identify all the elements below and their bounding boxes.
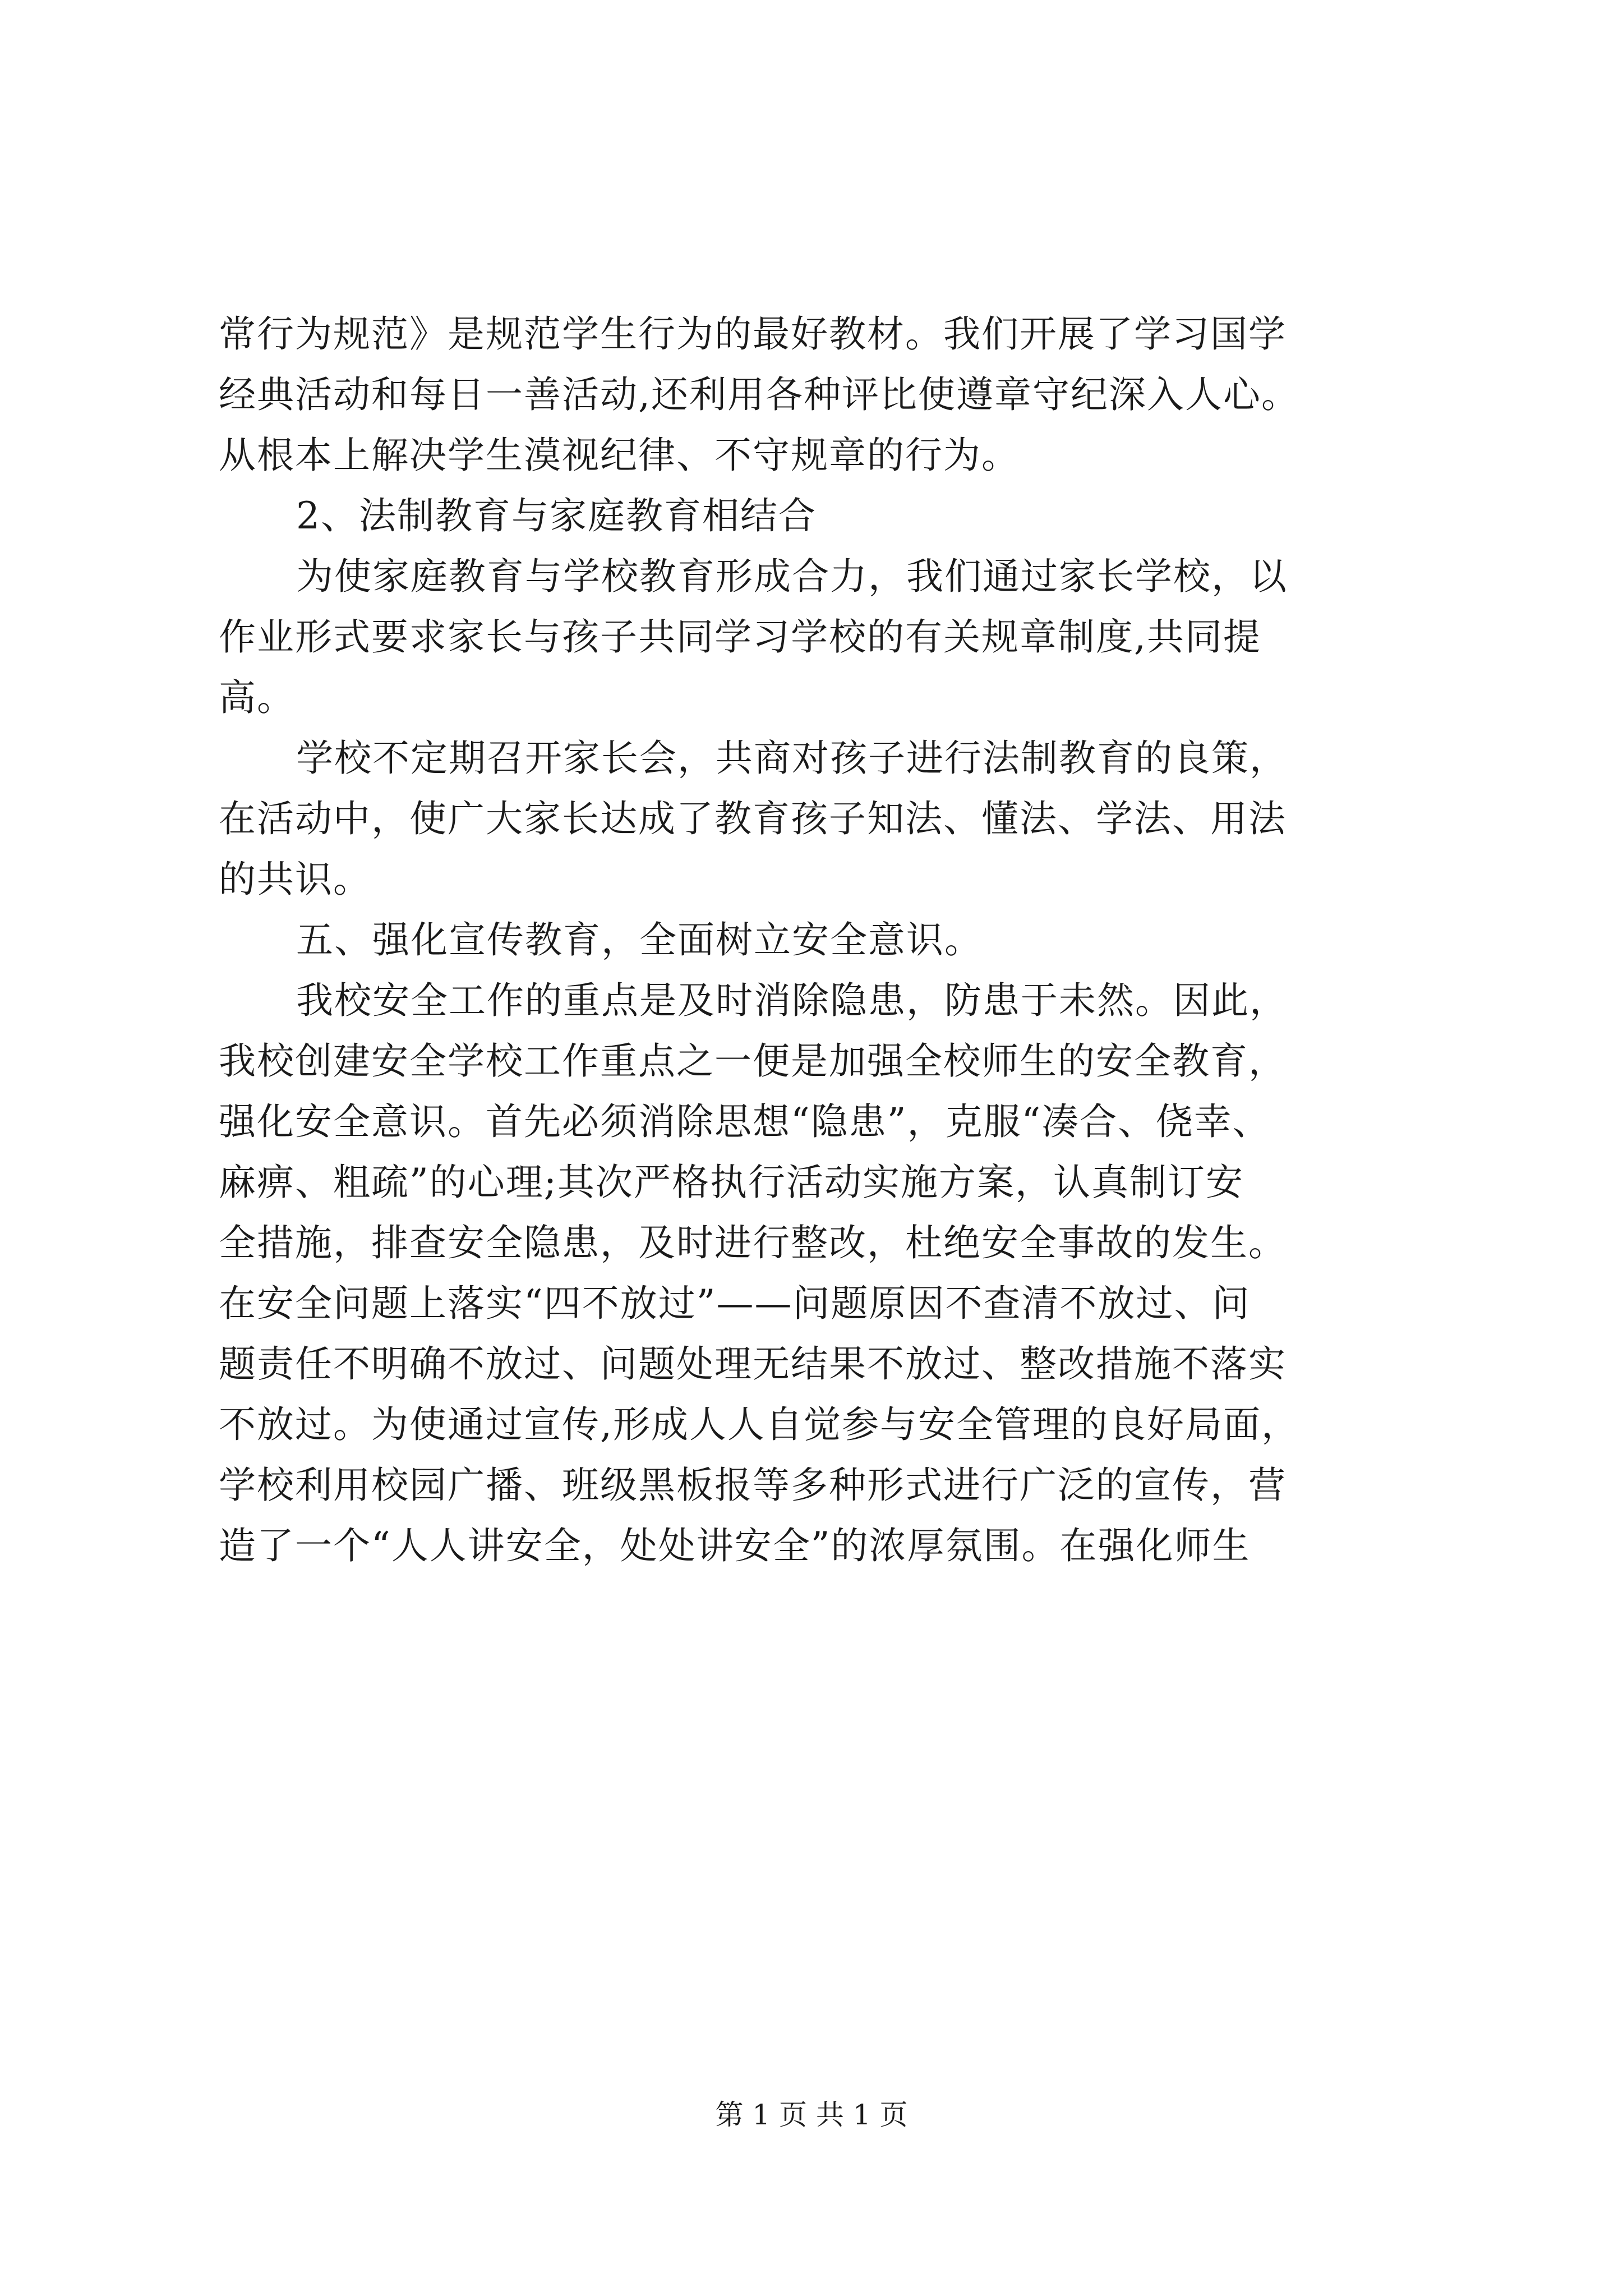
text-line: 常行为规范》是规范学生行为的最好教材。我们开展了学习国学 (219, 312, 1287, 356)
text-line: 我校创建安全学校工作重点之一便是加强全校师生的安全教育， (219, 1039, 1287, 1083)
text-line: 题责任不明确不放过、问题处理无结果不放过、整改措施不落实 (219, 1342, 1287, 1386)
text-line: 在活动中，使广大家长达成了教育孩子知法、懂法、学法、用法 (219, 797, 1287, 840)
text-line: 在安全问题上落实“四不放过”——问题原因不查清不放过、问 (219, 1282, 1251, 1325)
text-line: 不放过。为使通过宣传,形成人人自觉参与安全管理的良好局面， (219, 1403, 1299, 1446)
text-line: 我校安全工作的重点是及时消除隐患，防患于未然。因此， (296, 979, 1288, 1022)
text-line: 学校不定期召开家长会，共商对孩子进行法制教育的良策， (296, 737, 1288, 780)
section-heading: 2、法制教育与家庭教育相结合 (296, 494, 817, 537)
text-line: 为使家庭教育与学校教育形成合力，我们通过家长学校，以 (296, 555, 1288, 598)
section-heading: 五、强化宣传教育，全面树立安全意识。 (296, 918, 983, 961)
page-number-footer: 第 1 页 共 1 页 (715, 2099, 908, 2131)
text-line: 造了一个“人人讲安全，处处讲安全”的浓厚氛围。在强化师生 (219, 1524, 1251, 1567)
text-line: 麻痹、粗疏”的心理;其次严格执行活动实施方案，认真制订安 (219, 1161, 1244, 1204)
text-line: 作业形式要求家长与孩子共同学习学校的有关规章制度,共同提 (219, 615, 1261, 659)
text-line: 高。 (219, 676, 295, 719)
text-line: 学校利用校园广播、班级黑板报等多种形式进行广泛的宣传，营 (219, 1464, 1287, 1507)
text-line: 全措施，排查安全隐患，及时进行整改，杜绝安全事故的发生。 (219, 1221, 1287, 1264)
text-line: 经典活动和每日一善活动,还利用各种评比使遵章守纪深入人心。 (219, 373, 1299, 416)
text-line: 从根本上解决学生漠视纪律、不守规章的行为。 (219, 434, 1020, 477)
text-line: 的共识。 (219, 858, 371, 901)
text-line: 强化安全意识。首先必须消除思想“隐患”，克服“凑合、侥幸、 (219, 1100, 1271, 1143)
